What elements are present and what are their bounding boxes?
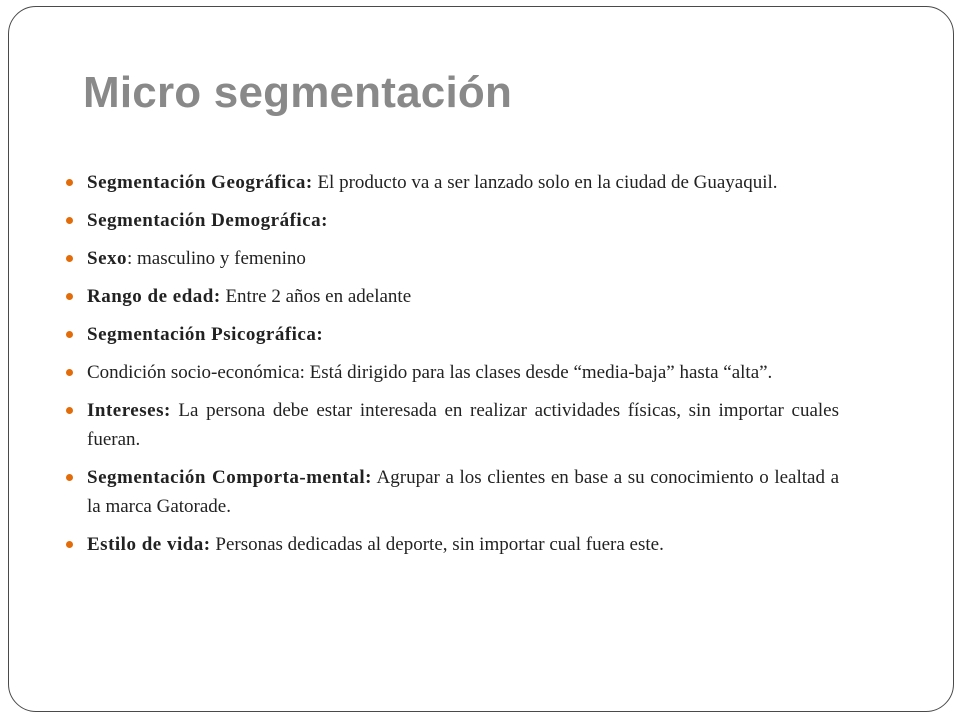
bullet-dot-icon bbox=[66, 331, 73, 338]
bullet-label: Rango de edad: bbox=[87, 286, 221, 307]
bullet-sex bbox=[62, 244, 839, 273]
slide-title: Micro segmentación bbox=[83, 68, 513, 117]
bullet-lifestyle bbox=[62, 530, 839, 559]
bullet-dot-icon bbox=[66, 407, 73, 414]
bullet-dot-icon bbox=[66, 293, 73, 300]
bullet-dot-icon bbox=[66, 474, 73, 481]
bullet-dot-icon bbox=[66, 255, 73, 262]
bullet-label: Estilo de vida: bbox=[87, 534, 211, 555]
bullet-text: Condición socio-económica: Está dirigido para las clases desde “media-baja” hasta “alta”. bbox=[87, 362, 773, 383]
bullet-text: Entre 2 años en adelante bbox=[220, 286, 412, 307]
bullet-text: : masculino y femenino bbox=[127, 248, 306, 269]
bullet-geographic bbox=[62, 168, 839, 197]
bullet-dot-icon bbox=[66, 369, 73, 376]
bullet-age-range bbox=[62, 282, 839, 311]
bullet-list bbox=[62, 168, 839, 568]
bullet-label: Segmentación Demográfica: bbox=[87, 210, 328, 231]
bullet-dot-icon bbox=[66, 179, 73, 186]
bullet-psychographic bbox=[62, 320, 839, 349]
bullet-text: El producto va a ser lanzado solo en la ciudad de Guayaquil. bbox=[312, 172, 778, 193]
bullet-behavioral bbox=[62, 463, 839, 521]
bullet-label: Intereses: bbox=[87, 400, 171, 421]
bullet-text: Agrupar a los clientes en base a su conocimiento o lealtad a la marca Gatorade. bbox=[87, 467, 839, 517]
bullet-text: La persona debe estar interesada en realizar actividades físicas, sin importar cuales fueran. bbox=[87, 400, 839, 450]
bullet-demographic bbox=[62, 206, 839, 235]
bullet-socioeconomic bbox=[62, 358, 839, 387]
bullet-label: Segmentación Comporta-mental: bbox=[87, 467, 372, 488]
bullet-dot-icon bbox=[66, 217, 73, 224]
bullet-label: Segmentación Geográfica: bbox=[87, 172, 313, 193]
bullet-label: Segmentación Psicográfica: bbox=[87, 324, 324, 345]
bullet-dot-icon bbox=[66, 541, 73, 548]
bullet-interests bbox=[62, 396, 839, 454]
bullet-label: Sexo bbox=[87, 248, 127, 269]
bullet-text: Personas dedicadas al deporte, sin importar cual fuera este. bbox=[210, 534, 664, 555]
